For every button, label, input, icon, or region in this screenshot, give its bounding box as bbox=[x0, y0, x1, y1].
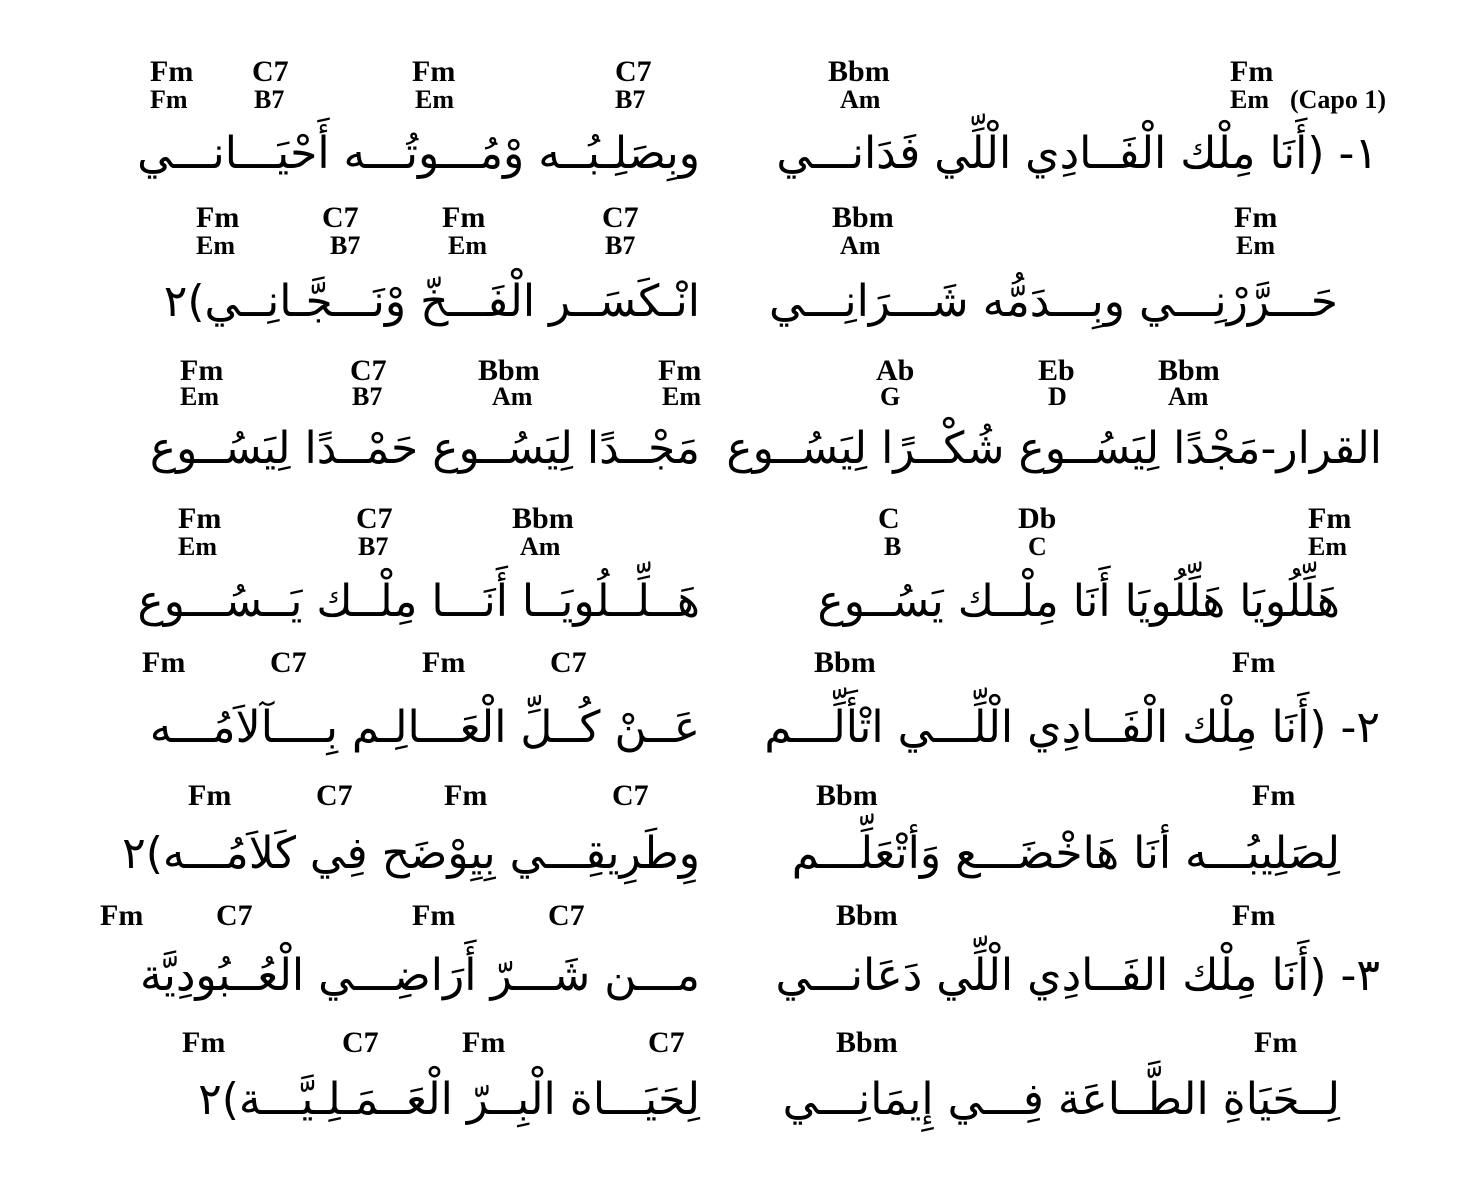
chord-alt: Em bbox=[196, 231, 235, 260]
chord-alt: Em bbox=[662, 382, 701, 411]
chord-alt: Am bbox=[840, 85, 881, 114]
chord-alt: B7 bbox=[330, 231, 361, 260]
chord: Fm bbox=[1232, 899, 1276, 932]
lyric-line: انْـكَسَــر الْفَـــخّ وْنَـــجَّـانِــي)٢ bbox=[163, 276, 700, 327]
chord: C7 bbox=[612, 779, 649, 812]
chord: C7 bbox=[342, 1026, 379, 1059]
lyric-line: لِحَيَـــاة الْبِــرّ الْعَــمَـلِـيَّـــة)٢ bbox=[198, 1074, 700, 1125]
chord-alt: Am bbox=[1168, 382, 1209, 411]
chord: C7 bbox=[270, 646, 307, 679]
chord: Bbm bbox=[816, 779, 878, 812]
chord-alt: D bbox=[1048, 382, 1067, 411]
chord: Bbm bbox=[828, 55, 890, 88]
chord: Fm bbox=[1252, 779, 1296, 812]
chord-alt: B bbox=[884, 532, 902, 561]
lyric-line: وِطَرِيقِـــي بِيِوْضَح فِي كَلاَمُـــه)٢ bbox=[122, 828, 700, 879]
lyric-line: مـــن شَـــرّ أَرَاضِـــي الْعُــبُودِيَّة bbox=[140, 950, 700, 1001]
lyric-line: لِــحَيَاةِ الطَّــاعَة فِـــي إِيمَانِـــي bbox=[782, 1074, 1340, 1125]
chord: C7 bbox=[356, 502, 393, 535]
chord-alt: Em bbox=[180, 382, 219, 411]
chord-alt: B7 bbox=[254, 85, 285, 114]
lyric-line: حَـــرَّرْنِـــي وبِـــدَمُّه شَـــرَانِـــي bbox=[768, 276, 1338, 327]
chord: Fm bbox=[188, 779, 232, 812]
chord: Db bbox=[1018, 502, 1057, 535]
chord: Fm bbox=[1308, 502, 1352, 535]
chord: Fm bbox=[182, 1026, 226, 1059]
chord: Fm bbox=[1230, 55, 1274, 88]
chord: C7 bbox=[216, 899, 253, 932]
chord-alt: Am bbox=[840, 231, 881, 260]
chord: Bbm bbox=[512, 502, 574, 535]
chord: Bbm bbox=[478, 354, 540, 387]
lyric-line: وبِصَلِـبُــه وْمُـــوتُـــه أَحْيَـــانـــي bbox=[137, 128, 700, 179]
chord: Fm bbox=[142, 646, 186, 679]
lyric-line: القرار-مَجْدًا لِيَسُــوع شُكْــرًا لِيَسُــوع bbox=[726, 423, 1382, 474]
chord: Fm bbox=[1232, 646, 1276, 679]
chord: C7 bbox=[602, 201, 639, 234]
chord-alt: Am bbox=[492, 382, 533, 411]
chord: Fm bbox=[178, 502, 222, 535]
chord-alt: Em bbox=[448, 231, 487, 260]
chord: C7 bbox=[350, 354, 387, 387]
chord-alt: C bbox=[1028, 532, 1047, 561]
chord: Bbm bbox=[836, 899, 898, 932]
chord: C7 bbox=[550, 646, 587, 679]
chord: C bbox=[878, 502, 900, 535]
capo-note: (Capo 1) bbox=[1290, 85, 1387, 114]
chord-alt: Em bbox=[1308, 532, 1347, 561]
chord: Fm bbox=[150, 55, 194, 88]
chord: Fm bbox=[412, 55, 456, 88]
chord-alt: Em bbox=[178, 532, 217, 561]
chord: Fm bbox=[462, 1026, 506, 1059]
chord: Bbm bbox=[832, 201, 894, 234]
chord: Fm bbox=[100, 899, 144, 932]
chord-alt: B7 bbox=[352, 382, 383, 411]
chord-alt: Fm bbox=[150, 85, 188, 114]
chord: Bbm bbox=[814, 646, 876, 679]
lyric-line: لِصَلِيبُـــه أنَا هَاخْضَـــع وَأتْعَلِّـــم bbox=[791, 828, 1340, 879]
chord: Fm bbox=[1254, 1026, 1298, 1059]
lyric-line: مَجْــدًا لِيَسُــوع حَمْــدًا لِيَسُــوع bbox=[149, 423, 700, 474]
chord: Fm bbox=[442, 201, 486, 234]
lyric-line: عَــنْ كُــلِّ الْعَـــالِـم بِــــآلاَمُـــه bbox=[149, 702, 700, 753]
lyric-line: هَــلِّــلُويَــا أَنَـــا مِلْــك يَــسُـــوع bbox=[137, 576, 700, 627]
chord: C7 bbox=[316, 779, 353, 812]
chord: Fm bbox=[1234, 201, 1278, 234]
chord: C7 bbox=[252, 55, 289, 88]
chord: Fm bbox=[444, 779, 488, 812]
lyric-line: هَلِّلُويَا هَلِّلُويَا أَنَا مِلْــك يَسُــوع bbox=[817, 576, 1340, 627]
chord-alt: Em bbox=[415, 85, 454, 114]
chord: Fm bbox=[422, 646, 466, 679]
chord-alt: G bbox=[880, 382, 901, 411]
lyric-line: ١- (أَنَا مِلْك الْفَــادِي الْلِّي فَدَانـــي bbox=[776, 128, 1378, 179]
lyric-line: ٢- (أَنَا مِلْك الْفَــادِي الْلِّـــي اتْأَلِّـــم bbox=[764, 702, 1380, 753]
chord-alt: Em bbox=[1230, 85, 1269, 114]
chord: Eb bbox=[1038, 354, 1075, 387]
chord: C7 bbox=[548, 899, 585, 932]
chord: Bbm bbox=[1158, 354, 1220, 387]
chord: Fm bbox=[196, 201, 240, 234]
chord-alt: Am bbox=[520, 532, 561, 561]
chord: Fm bbox=[412, 899, 456, 932]
chord: C7 bbox=[648, 1026, 685, 1059]
chord: Fm bbox=[180, 354, 224, 387]
lyric-line: ٣- (أَنَا مِلْك الفَــادِي الْلِّي دَعَانـــي bbox=[775, 950, 1380, 1001]
chord: Ab bbox=[876, 354, 915, 387]
chord-alt: B7 bbox=[605, 231, 636, 260]
chord-alt: Em bbox=[1236, 231, 1275, 260]
chord: Fm bbox=[658, 354, 702, 387]
chord-alt: B7 bbox=[358, 532, 389, 561]
chord: Bbm bbox=[836, 1026, 898, 1059]
chord: C7 bbox=[322, 201, 359, 234]
chord: C7 bbox=[615, 55, 652, 88]
chord-alt: B7 bbox=[615, 85, 646, 114]
